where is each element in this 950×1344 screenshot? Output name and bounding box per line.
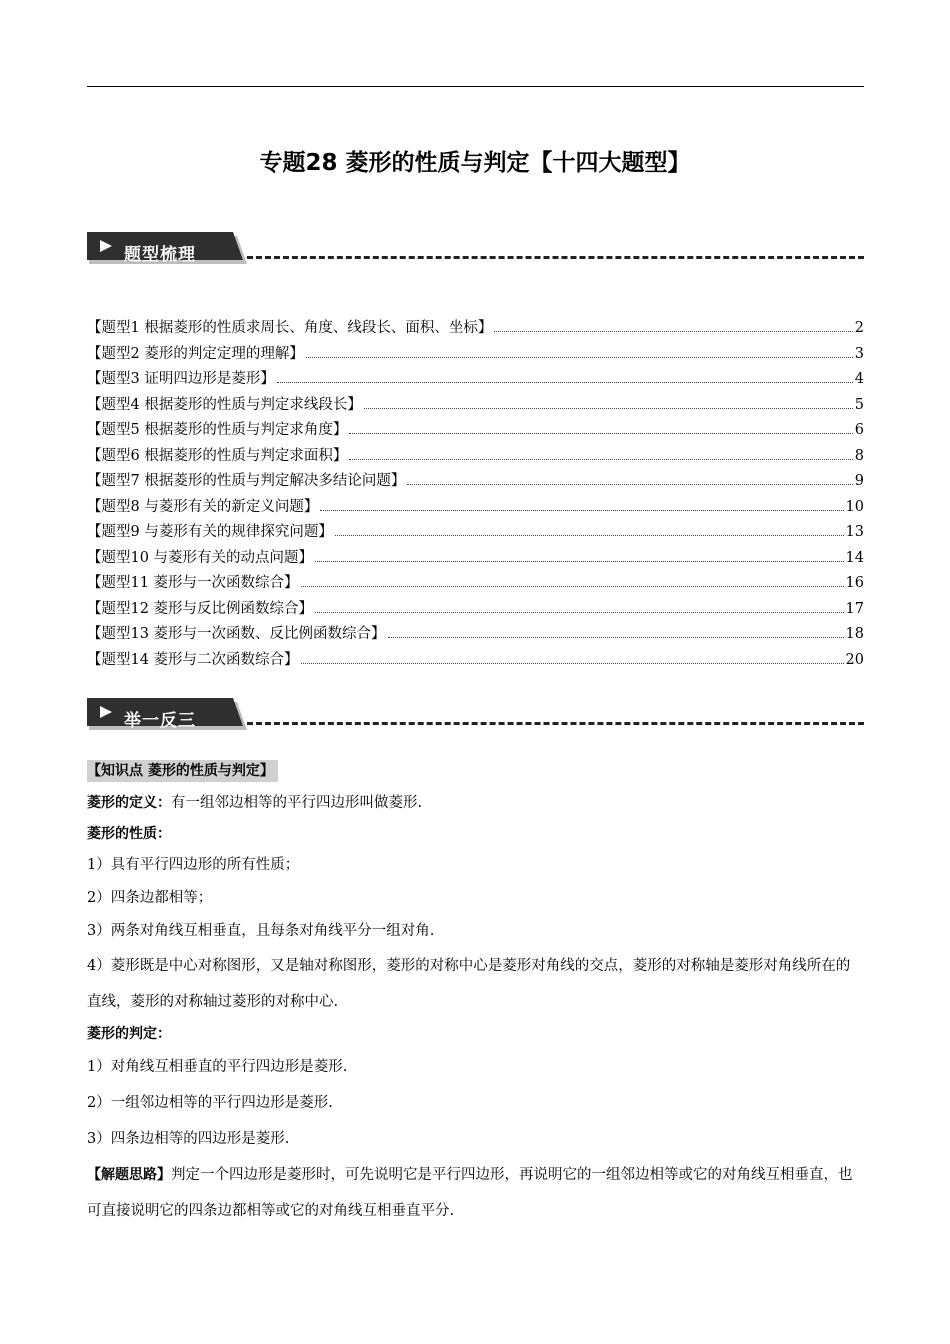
toc-page-number: 14 xyxy=(845,549,864,566)
toc-leader xyxy=(407,484,852,485)
table-of-contents xyxy=(87,316,864,673)
toc-leader xyxy=(315,612,843,613)
toc-entry-label: 【题型4 根据菱形的性质与判定求线段长】 xyxy=(87,396,362,413)
toc-entry[interactable] xyxy=(87,342,864,368)
definition-line xyxy=(87,793,864,813)
toc-entry-label: 【题型1 根据菱形的性质求周长、角度、线段长、面积、坐标】 xyxy=(87,320,493,336)
toc-entry[interactable] xyxy=(87,597,864,623)
toc-entry-label: 【题型12 菱形与反比例函数综合】 xyxy=(87,600,314,617)
definition-text: 有一组邻边相等的平行四边形叫做菱形. xyxy=(171,795,423,811)
toc-entry-label: 【题型10 与菱形有关的动点问题】 xyxy=(87,549,314,566)
toc-leader xyxy=(301,663,844,664)
toc-entry[interactable] xyxy=(87,393,864,419)
judgement-item: 2）一组邻边相等的平行四边形是菱形. xyxy=(87,1095,333,1111)
knowledge-content xyxy=(87,760,864,1233)
property-item: 2）四条边都相等； xyxy=(87,890,213,906)
toc-entry-label: 【题型14 菱形与二次函数综合】 xyxy=(87,651,299,668)
toc-page-number: 16 xyxy=(845,575,864,591)
toc-entry[interactable] xyxy=(87,520,864,546)
toc-page-number: 6 xyxy=(854,422,864,438)
toc-entry-label: 【题型6 根据菱形的性质与判定求面积】 xyxy=(87,447,348,464)
toc-page-number: 13 xyxy=(845,524,864,540)
tip-label: 【解题思路】 xyxy=(87,1167,171,1183)
toc-entry-label: 【题型7 根据菱形的性质与判定解决多结论问题】 xyxy=(87,473,406,489)
toc-entry-label: 【题型3 证明四边形是菱形】 xyxy=(87,371,275,387)
toc-page-number: 20 xyxy=(845,651,864,668)
toc-entry[interactable] xyxy=(87,367,864,393)
toc-page-number: 10 xyxy=(845,498,864,515)
property-item: 1）具有平行四边形的所有性质； xyxy=(87,857,300,873)
toc-entry[interactable] xyxy=(87,316,864,342)
property-item: 4）菱形既是中心对称图形，又是轴对称图形，菱形的对称中心是菱形对角线的交点，菱形的对称轴是菱形对角线所在的直线，菱形的对称轴过菱形的对称中心. xyxy=(87,958,851,1010)
toc-leader xyxy=(315,561,843,562)
toc-page-number: 8 xyxy=(854,447,864,464)
banner-dash-line xyxy=(247,256,864,259)
solving-tip xyxy=(87,1157,864,1229)
toc-leader xyxy=(320,510,843,511)
toc-entry-label: 【题型5 根据菱形的性质与判定求角度】 xyxy=(87,422,348,438)
play-triangle-icon xyxy=(99,705,113,719)
toc-leader xyxy=(349,433,852,434)
toc-leader xyxy=(349,459,852,460)
toc-entry-label: 【题型13 菱形与一次函数、反比例函数综合】 xyxy=(87,626,386,642)
toc-leader xyxy=(301,586,844,587)
banner-label: 题型梳理 xyxy=(124,245,196,265)
toc-entry[interactable] xyxy=(87,495,864,521)
toc-entry[interactable] xyxy=(87,622,864,648)
banner-dash-line xyxy=(247,722,864,725)
toc-leader xyxy=(494,331,852,332)
header-rule xyxy=(87,86,864,87)
toc-entry-label: 【题型2 菱形的判定定理的理解】 xyxy=(87,345,304,362)
toc-entry[interactable] xyxy=(87,648,864,674)
page-title: 专题28 菱形的性质与判定【十四大题型】 xyxy=(259,150,691,176)
toc-entry-label: 【题型11 菱形与一次函数综合】 xyxy=(87,575,299,591)
section-banner-examples xyxy=(87,698,864,738)
judgement-item: 3）四条边相等的四边形是菱形. xyxy=(87,1131,290,1147)
toc-page-number: 4 xyxy=(854,371,864,387)
toc-entry[interactable] xyxy=(87,469,864,495)
toc-entry[interactable] xyxy=(87,546,864,572)
tip-text: 判定一个四边形是菱形时，可先说明它是平行四边形，再说明它的一组邻边相等或它的对角线互相垂直，也可直接说明它的四条边都相等或它的对角线互相垂直平分. xyxy=(87,1167,853,1219)
property-item: 3）两条对角线互相垂直，且每条对角线平分一组对角. xyxy=(87,923,435,939)
toc-leader xyxy=(306,357,853,358)
toc-entry-label: 【题型9 与菱形有关的规律探究问题】 xyxy=(87,524,333,540)
toc-entry[interactable] xyxy=(87,418,864,444)
judgement-heading: 菱形的判定： xyxy=(87,1026,171,1042)
play-triangle-icon xyxy=(99,239,113,253)
banner-label: 举一反三 xyxy=(124,711,196,731)
toc-page-number: 9 xyxy=(854,473,864,489)
toc-entry-label: 【题型8 与菱形有关的新定义问题】 xyxy=(87,498,319,515)
section-banner-question-types xyxy=(87,232,864,272)
properties-heading: 菱形的性质： xyxy=(87,826,171,842)
toc-entry[interactable] xyxy=(87,571,864,597)
toc-page-number: 5 xyxy=(854,396,864,413)
judgement-item: 1）对角线互相垂直的平行四边形是菱形. xyxy=(87,1059,348,1075)
toc-page-number: 18 xyxy=(845,626,864,642)
toc-leader xyxy=(277,382,853,383)
toc-page-number: 17 xyxy=(845,600,864,617)
toc-leader xyxy=(335,535,844,536)
toc-leader xyxy=(364,408,853,409)
toc-page-number: 2 xyxy=(854,320,864,336)
definition-label: 菱形的定义： xyxy=(87,795,171,811)
toc-page-number: 3 xyxy=(854,345,864,362)
knowledge-point-heading: 【知识点 菱形的性质与判定】 xyxy=(87,760,278,782)
toc-leader xyxy=(388,637,844,638)
toc-entry[interactable] xyxy=(87,444,864,470)
